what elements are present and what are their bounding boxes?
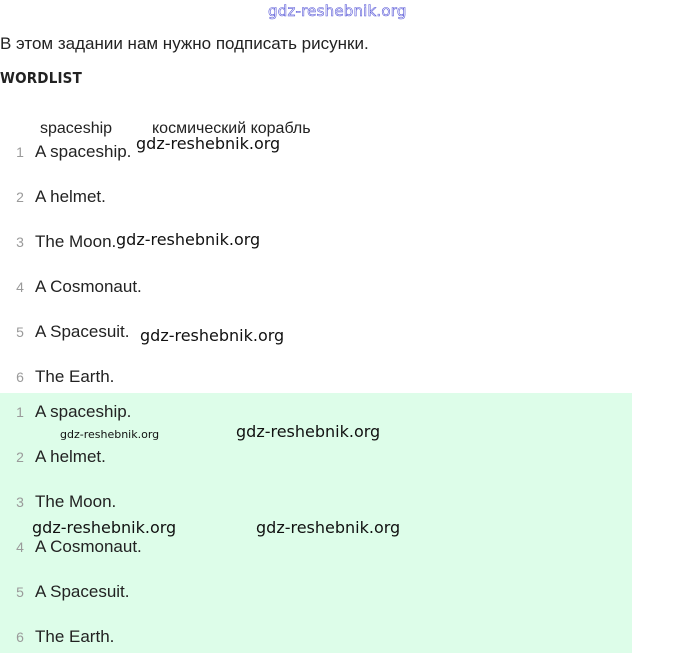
- item-number: 4: [16, 539, 24, 555]
- list-item: [0, 144, 632, 184]
- item-text: A Spacesuit.: [35, 322, 130, 341]
- watermark: gdz-reshebnik.org: [236, 422, 381, 441]
- item-text: A helmet.: [35, 187, 106, 206]
- item-text: A Spacesuit.: [35, 582, 130, 601]
- item-number: 4: [16, 279, 24, 295]
- watermark: gdz-reshebnik.org: [256, 518, 401, 537]
- task-intro: В этом задании нам нужно подписать рисунки.: [0, 34, 369, 53]
- site-watermark-logo: gdz-reshebnik.org: [268, 2, 407, 20]
- item-text: A spaceship.: [35, 402, 132, 421]
- item-text: A Cosmonaut.: [35, 277, 142, 296]
- item-number: 1: [16, 144, 24, 160]
- item-number: 5: [16, 324, 24, 340]
- watermark: gdz-reshebnik.org: [136, 134, 281, 153]
- list-item: [0, 189, 632, 229]
- item-text: The Earth.: [35, 367, 115, 386]
- wordlist-partial-row: [36, 116, 338, 137]
- watermark: gdz-reshebnik.org: [32, 518, 177, 537]
- item-number: 2: [16, 449, 24, 465]
- item-text: The Moon.: [35, 232, 117, 251]
- item-text: A helmet.: [35, 447, 106, 466]
- watermark: gdz-reshebnik.org: [60, 428, 160, 441]
- watermark: gdz-reshebnik.org: [140, 326, 285, 345]
- wordlist-translation: космический корабль: [152, 120, 311, 137]
- list-item: [0, 324, 632, 364]
- item-text: The Earth.: [35, 627, 115, 646]
- item-number: 6: [16, 369, 24, 385]
- list-item: [0, 449, 632, 489]
- item-text: A spaceship.: [35, 142, 132, 161]
- item-number: 2: [16, 189, 24, 205]
- item-number: 1: [16, 404, 24, 420]
- item-number: 6: [16, 629, 24, 645]
- answer-list-plain: [0, 128, 632, 392]
- list-item: [0, 234, 632, 274]
- watermark: gdz-reshebnik.org: [116, 230, 261, 249]
- item-text: A Cosmonaut.: [35, 537, 142, 556]
- wordlist-title: WORDLIST: [0, 69, 82, 87]
- list-item: [0, 539, 632, 579]
- item-number: 3: [16, 494, 24, 510]
- wordlist-term: spaceship: [40, 120, 113, 137]
- item-number: 5: [16, 584, 24, 600]
- list-item: [0, 629, 632, 669]
- list-item: [0, 584, 632, 624]
- item-text: The Moon.: [35, 492, 117, 511]
- item-number: 3: [16, 234, 24, 250]
- list-item: [0, 279, 632, 319]
